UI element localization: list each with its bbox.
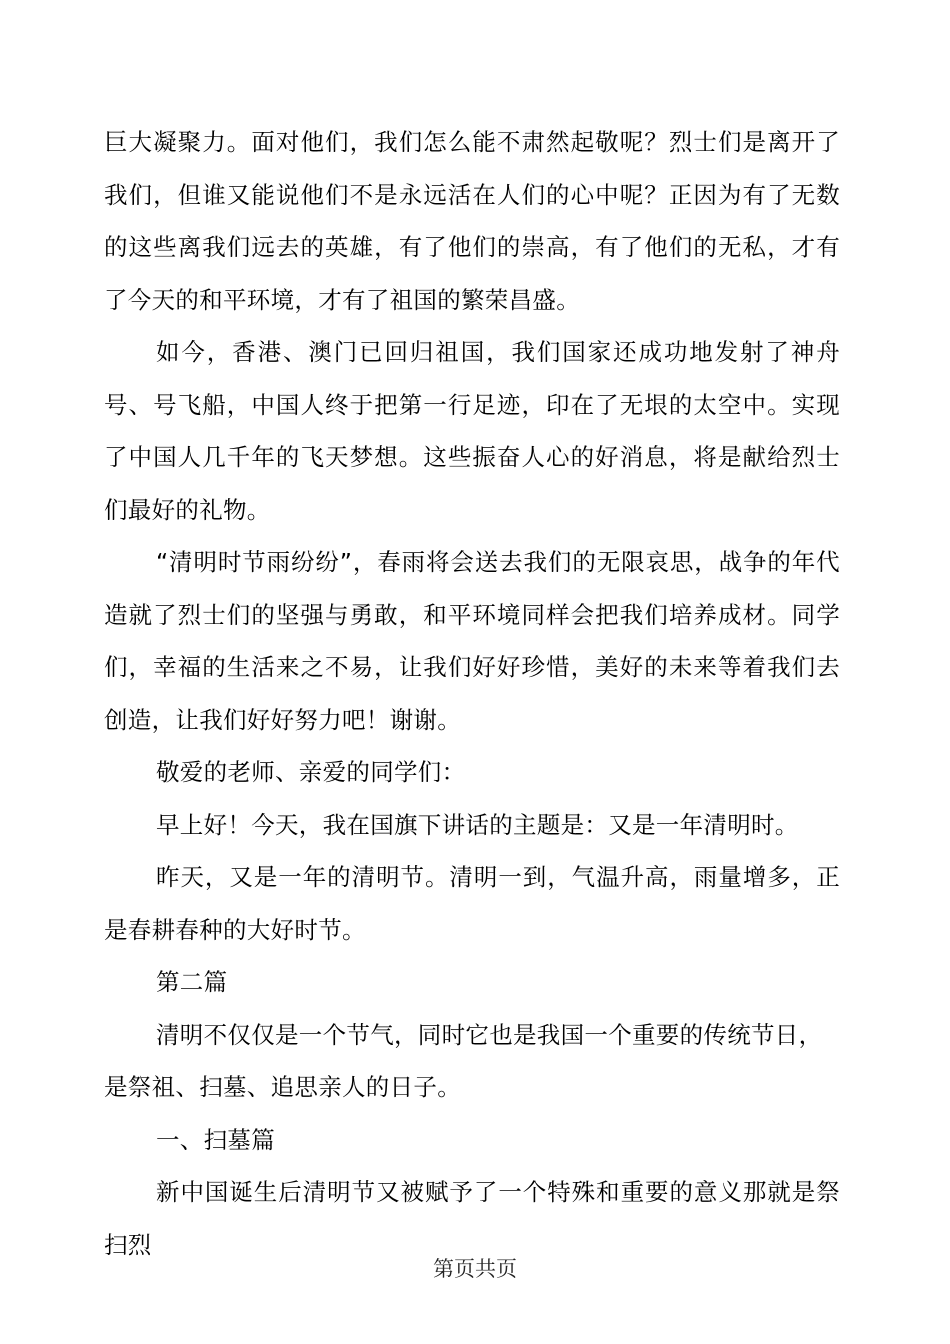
paragraph: 新中国诞生后清明节又被赋予了一个特殊和重要的意义那就是祭扫烈 xyxy=(104,1178,840,1259)
salutation: 敬爱的老师、亲爱的同学们： xyxy=(156,758,466,786)
document-body xyxy=(104,116,840,1271)
paragraph: 清明不仅仅是一个节气，同时它也是我国一个重要的传统节日， xyxy=(156,1020,823,1049)
paragraph: 早上好！今天，我在国旗下讲话的主题是：又是一年清明时。 xyxy=(156,810,799,839)
paragraph: 昨天，又是一年的清明节。清明一到，气温升高，雨量增多，正是春耕春种的大好时节。 xyxy=(104,863,840,944)
paragraph: 巨大凝聚力。面对他们，我们怎么能不肃然起敬呢？烈士们是离开了我们，但谁又能说他们不是永远活在人们的心中呢？正因为有了无数的这些离我们远去的英雄，有了他们的崇高，有了他们的无私，才有了今天的和平环境，才有了祖国的繁荣昌盛。 xyxy=(104,128,840,314)
section-heading: 第二篇 xyxy=(156,968,228,996)
paragraph: “清明时节雨纷纷”，春雨将会送去我们的无限哀思，战争的年代造就了烈士们的坚强与勇敢，和平环境同样会把我们培养成材。同学们，幸福的生活来之不易，让我们好好珍惜，美好的未来等着我们去创造，让我们好好努力吧！谢谢。 xyxy=(104,548,840,734)
paragraph: 如今，香港、澳门已回归祖国，我们国家还成功地发射了神舟号、号飞船，中国人终于把第一行足迹，印在了无垠的太空中。实现了中国人几千年的飞天梦想。这些振奋人心的好消息，将是献给烈士们最好的礼物。 xyxy=(104,338,840,524)
paragraph: 是祭祖、扫墓、追思亲人的日子。 xyxy=(104,1073,461,1101)
subsection-heading: 一、扫墓篇 xyxy=(156,1125,275,1154)
page-footer: 第页共页 xyxy=(433,1257,517,1281)
